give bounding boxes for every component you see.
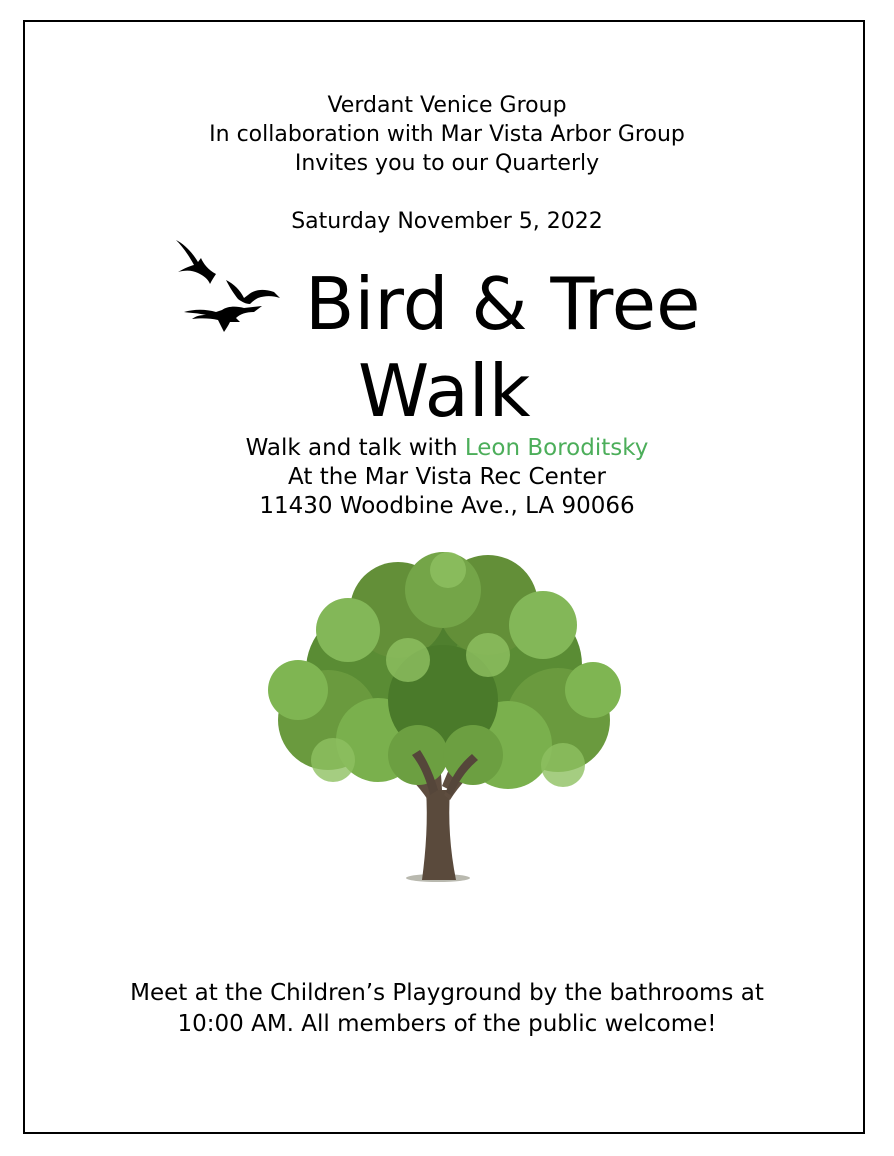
flying-birds-icon: [170, 232, 288, 334]
guide-line: [0, 435, 894, 461]
tree-illustration: [258, 550, 628, 886]
event-date: Saturday November 5, 2022: [291, 209, 603, 234]
invitation-line: Invites you to our Quarterly: [294, 151, 600, 176]
meeting-instructions-line-2: 10:00 AM. All members of the public welcome!: [177, 1011, 717, 1037]
guide-prefix: Walk and talk with: [245, 435, 465, 461]
venue-line: At the Mar Vista Rec Center: [288, 464, 606, 490]
event-title-line-1: Bird & Tree: [305, 262, 701, 346]
guide-name: Leon Boroditsky: [464, 435, 649, 461]
meeting-instructions-line-1: Meet at the Children’s Playground by the bathrooms at: [130, 980, 764, 1006]
organizer-name: Verdant Venice Group: [327, 93, 567, 118]
collaboration-line: In collaboration with Mar Vista Arbor Group: [209, 122, 685, 147]
address-line: 11430 Woodbine Ave., LA 90066: [259, 493, 635, 519]
event-title-line-2: Walk: [358, 349, 531, 433]
